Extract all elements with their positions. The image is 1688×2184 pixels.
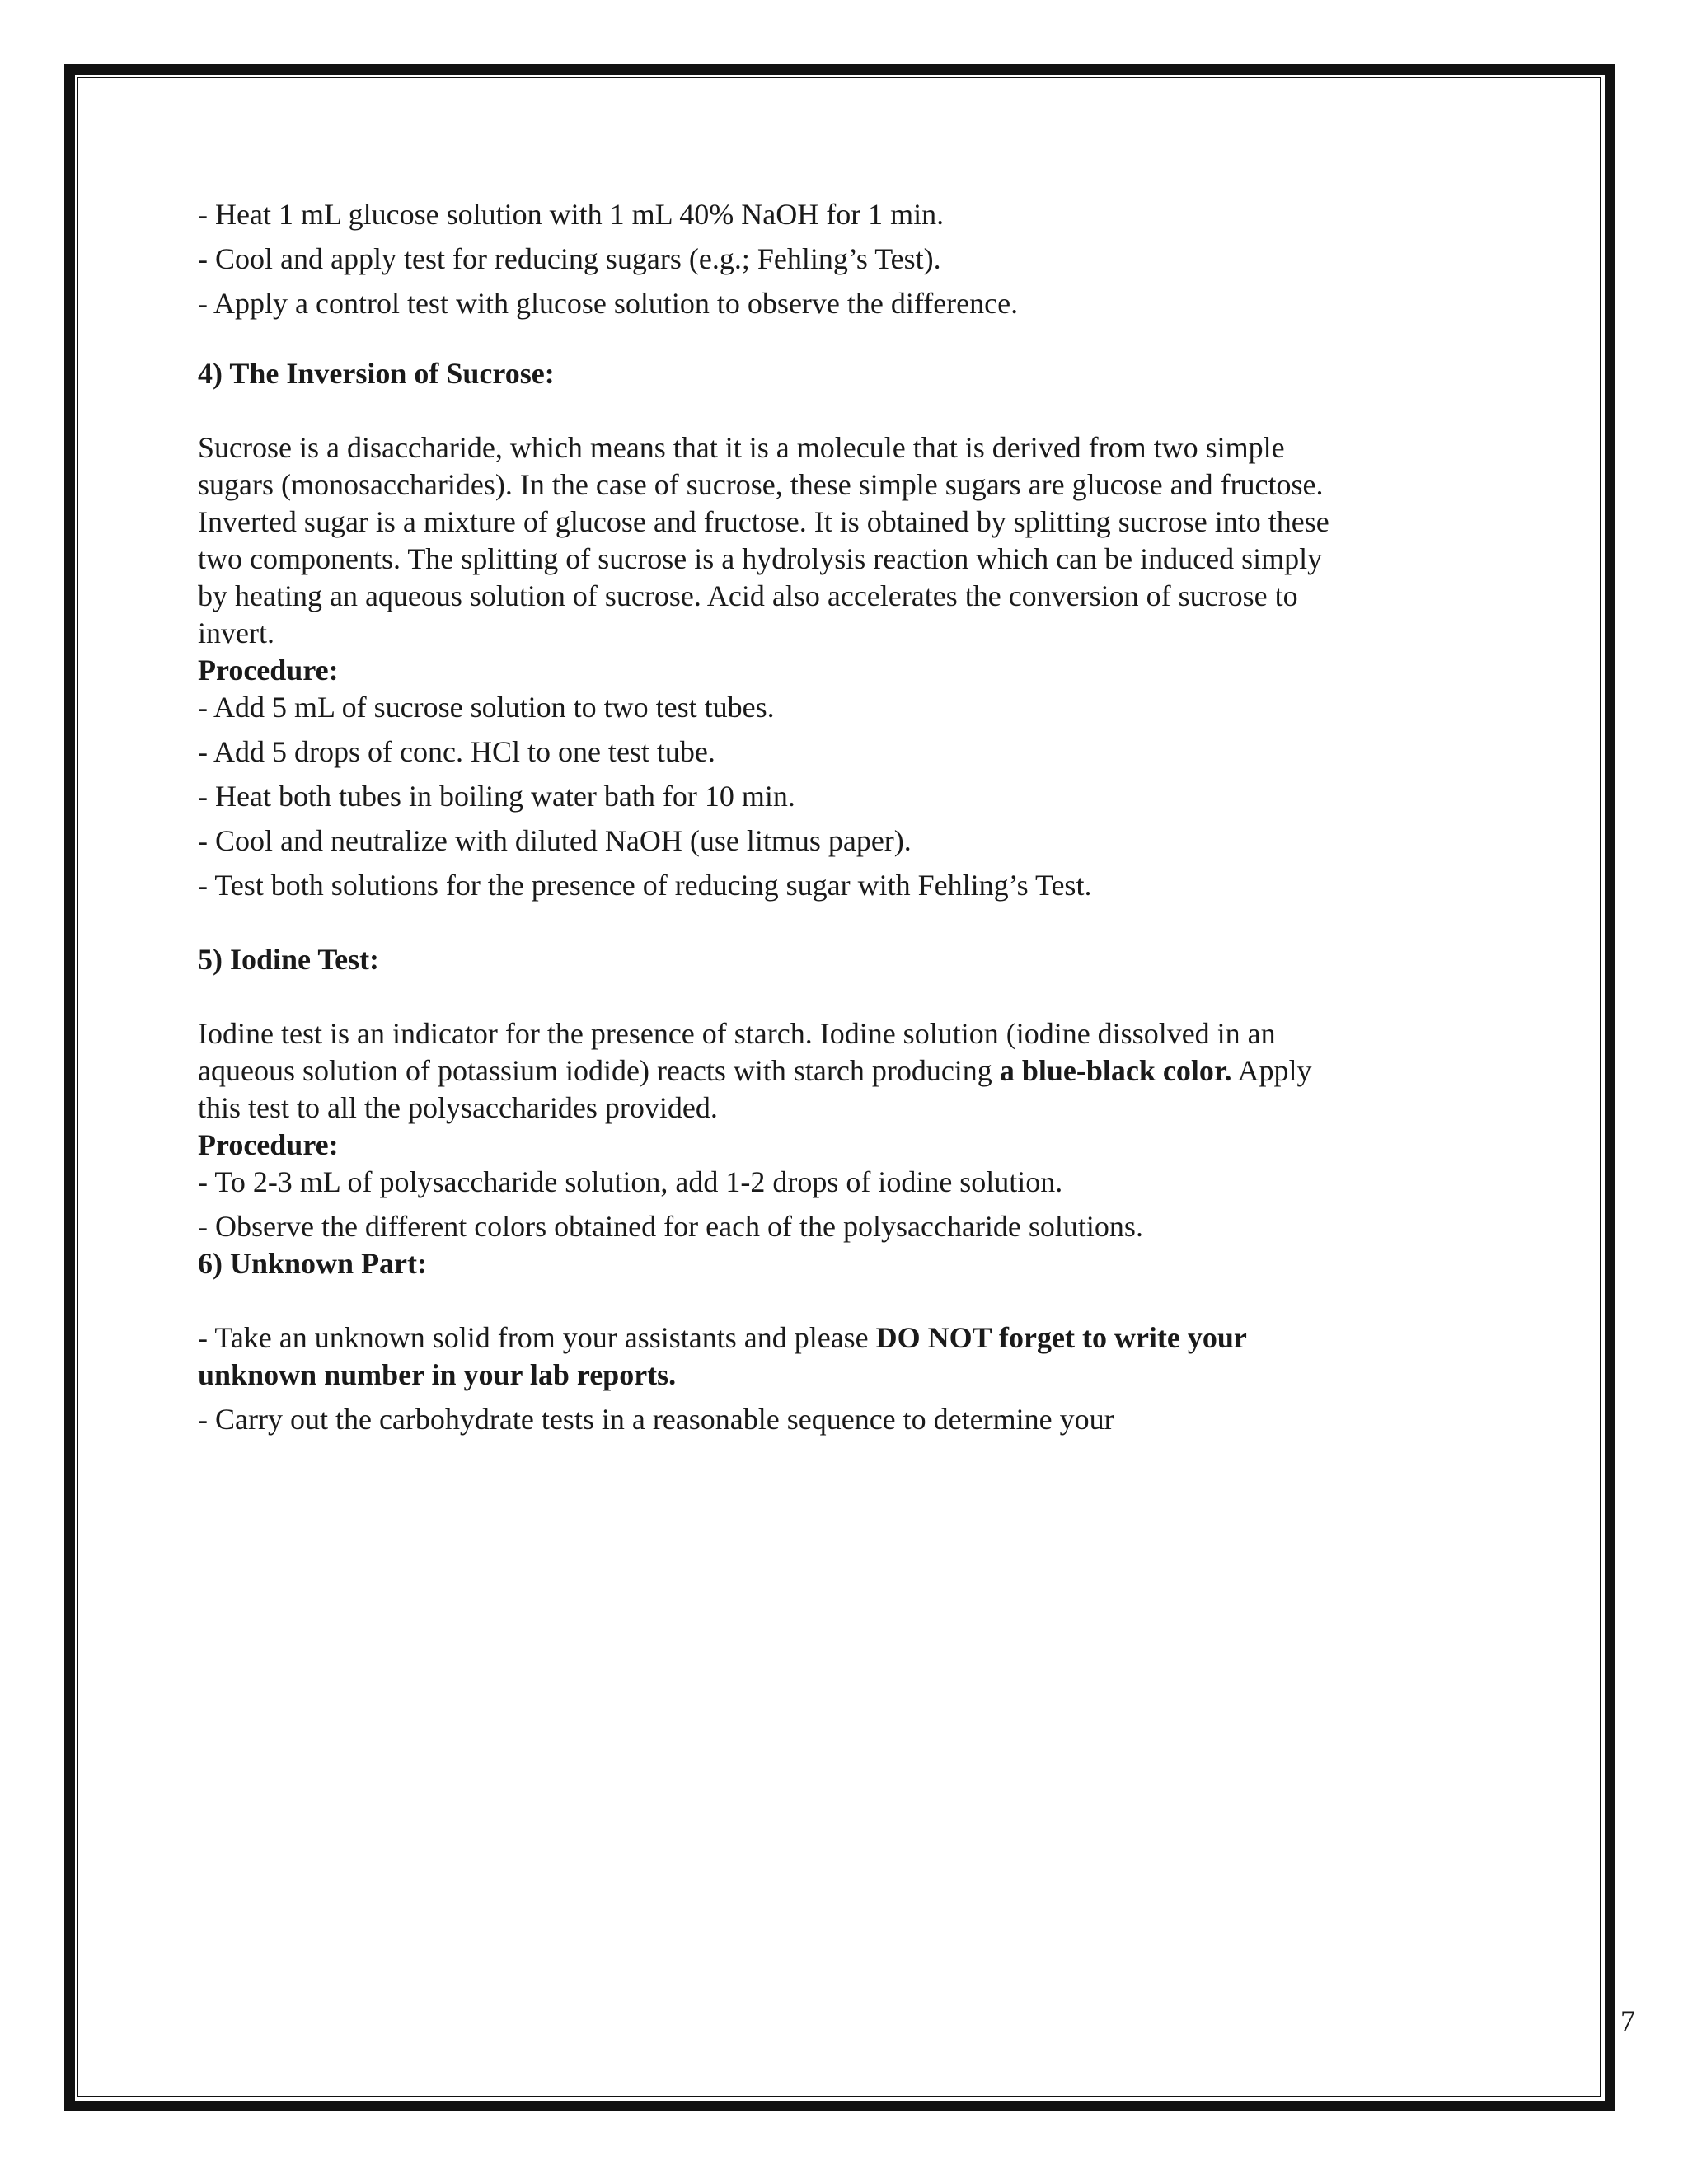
paragraph-line: two components. The splitting of sucrose is a hydrolysis reaction which can be induced simply [198,542,1323,575]
section-inversion-of-sucrose [198,355,1484,904]
intro-step: - Heat 1 mL glucose solution with 1 mL 40% NaOH for 1 min. [198,198,945,231]
paragraph-line: this test to all the polysaccharides provided. [198,1091,718,1124]
paragraph-line: invert. [198,616,274,649]
procedure-label: Procedure: [198,1128,339,1161]
procedure-step: - Add 5 drops of conc. HCl to one test tube. [198,735,715,768]
emphasis-text: a blue-black color. [999,1054,1232,1087]
paragraph-line: Inverted sugar is a mixture of glucose and fructose. It is obtained by splitting sucrose into these [198,505,1329,538]
procedure-step: - Heat both tubes in boiling water bath for 10 min. [198,780,795,813]
procedure-step: - Add 5 mL of sucrose solution to two test tubes. [198,691,775,724]
procedure-step: - Cool and neutralize with diluted NaOH (use litmus paper). [198,824,912,857]
intro-steps [198,196,1484,322]
paragraph-line: Iodine test is an indicator for the presence of starch. Iodine solution (iodine dissolved in an [198,1017,1276,1050]
intro-step: - Apply a control test with glucose solution to observe the difference. [198,287,1019,320]
paragraph-line: Sucrose is a disaccharide, which means that it is a molecule that is derived from two simple [198,431,1285,464]
procedure-step: - Observe the different colors obtained for each of the polysaccharide solutions. [198,1210,1143,1243]
procedure-step: - Test both solutions for the presence of reducing sugar with Fehling’s Test. [198,869,1092,902]
page-number: 7 [1620,2004,1635,2037]
emphasis-text: DO NOT forget to write your [875,1321,1247,1354]
procedure-steps [198,1164,1484,1245]
section-heading: 6) Unknown Part: [198,1247,428,1280]
section-paragraph [198,429,1484,652]
section-heading: 5) Iodine Test: [198,943,380,976]
emphasis-text: unknown number in your lab reports. [198,1358,677,1391]
paragraph-line: by heating an aqueous solution of sucrose. Acid also accelerates the conversion of sucrose to [198,579,1298,612]
procedure-steps [198,689,1484,904]
section-paragraph [198,1015,1484,1127]
section-unknown-part [198,1245,1484,1438]
document-body [198,196,1484,1438]
section-iodine-test [198,941,1484,1245]
paragraph-line [198,1052,1484,1090]
step-text: - Take an unknown solid from your assistants and please [198,1321,876,1354]
unknown-steps [198,1319,1484,1438]
procedure-step: - To 2-3 mL of polysaccharide solution, add 1-2 drops of iodine solution. [198,1165,1063,1198]
procedure-step: - Carry out the carbohydrate tests in a reasonable sequence to determine your [198,1403,1114,1436]
intro-step: - Cool and apply test for reducing sugars (e.g.; Fehling’s Test). [198,242,941,275]
procedure-label: Procedure: [198,654,339,687]
procedure-step [198,1319,1484,1357]
paragraph-text: aqueous solution of potassium iodide) reacts with starch producing [198,1054,1000,1087]
paragraph-text: Apply [1231,1054,1312,1087]
section-heading: 4) The Inversion of Sucrose: [198,357,555,390]
paragraph-line: sugars (monosaccharides). In the case of sucrose, these simple sugars are glucose and fructose. [198,468,1324,501]
